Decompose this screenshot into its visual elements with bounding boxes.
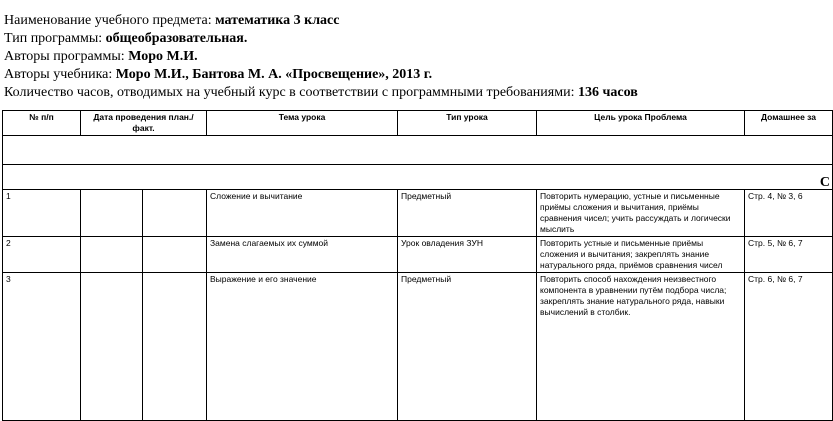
- section-label: С: [3, 165, 833, 190]
- document-header: [4, 12, 816, 102]
- hours-value: 136 часов: [577, 85, 638, 100]
- program-type-label: Тип программы:: [4, 31, 106, 46]
- col-header-number: № п/п: [3, 111, 81, 136]
- textbook-authors-label: Авторы учебника:: [4, 67, 116, 82]
- row-date-fact: [143, 273, 207, 421]
- row-goal: Повторить устные и письменные приёмы сложения и вычитания; закреплять знание натурального ряда, приёмов сравнения чисел: [537, 237, 745, 273]
- table-row: [3, 273, 833, 421]
- table-row: [3, 190, 833, 237]
- row-goal: Повторить нумерацию, устные и письменные приёмы сложения и вычитания, приёмы сравнения чисел; учить рассуждать и логически мыслить: [537, 190, 745, 237]
- row-type: Урок овладения ЗУН: [398, 237, 537, 273]
- program-authors-label: Авторы программы:: [4, 49, 129, 64]
- row-topic: Выражение и его значение: [207, 273, 398, 421]
- table-empty-row: [3, 136, 833, 165]
- row-date-plan: [81, 237, 143, 273]
- program-authors-line: [4, 48, 816, 66]
- empty-cell: [3, 136, 833, 165]
- col-header-homework: Домашнее за: [745, 111, 833, 136]
- row-homework: Стр. 5, № 6, 7: [745, 237, 833, 273]
- subject-label: Наименование учебного предмета:: [4, 13, 216, 28]
- col-header-goal: Цель урока Проблема: [537, 111, 745, 136]
- table-row: [3, 237, 833, 273]
- row-number: 3: [3, 273, 81, 421]
- col-header-topic: Тема урока: [207, 111, 398, 136]
- row-date-plan: [81, 273, 143, 421]
- row-type: Предметный: [398, 273, 537, 421]
- program-type-value: общеобразовательная.: [105, 31, 248, 46]
- row-topic: Сложение и вычитание: [207, 190, 398, 237]
- row-goal: Повторить способ нахождения неизвестного компонента в уравнении путём подбора числа; закреплять знание натурального ряда, навыки вычислений в столбик.: [537, 273, 745, 421]
- row-type: Предметный: [398, 190, 537, 237]
- program-type-line: [4, 30, 816, 48]
- subject-line: [4, 12, 816, 30]
- row-date-fact: [143, 237, 207, 273]
- col-header-type: Тип урока: [398, 111, 537, 136]
- row-homework: Стр. 4, № 3, 6: [745, 190, 833, 237]
- hours-line: [4, 84, 816, 102]
- row-homework: Стр. 6, № 6, 7: [745, 273, 833, 421]
- lesson-plan-table: [2, 110, 833, 421]
- subject-value: математика 3 класс: [215, 13, 340, 28]
- textbook-authors-value: Моро М.И., Бантова М. А. «Просвещение», 2013 г.: [115, 67, 433, 82]
- row-date-fact: [143, 190, 207, 237]
- row-number: 1: [3, 190, 81, 237]
- table-header-row: [3, 111, 833, 136]
- row-date-plan: [81, 190, 143, 237]
- col-header-date: Дата проведения план./факт.: [81, 111, 207, 136]
- row-topic: Замена слагаемых их суммой: [207, 237, 398, 273]
- program-authors-value: Моро М.И.: [128, 49, 198, 64]
- textbook-authors-line: [4, 66, 816, 84]
- section-row: [3, 165, 833, 190]
- row-number: 2: [3, 237, 81, 273]
- hours-label: Количество часов, отводимых на учебный курс в соответствии с программными требованиями:: [4, 85, 578, 100]
